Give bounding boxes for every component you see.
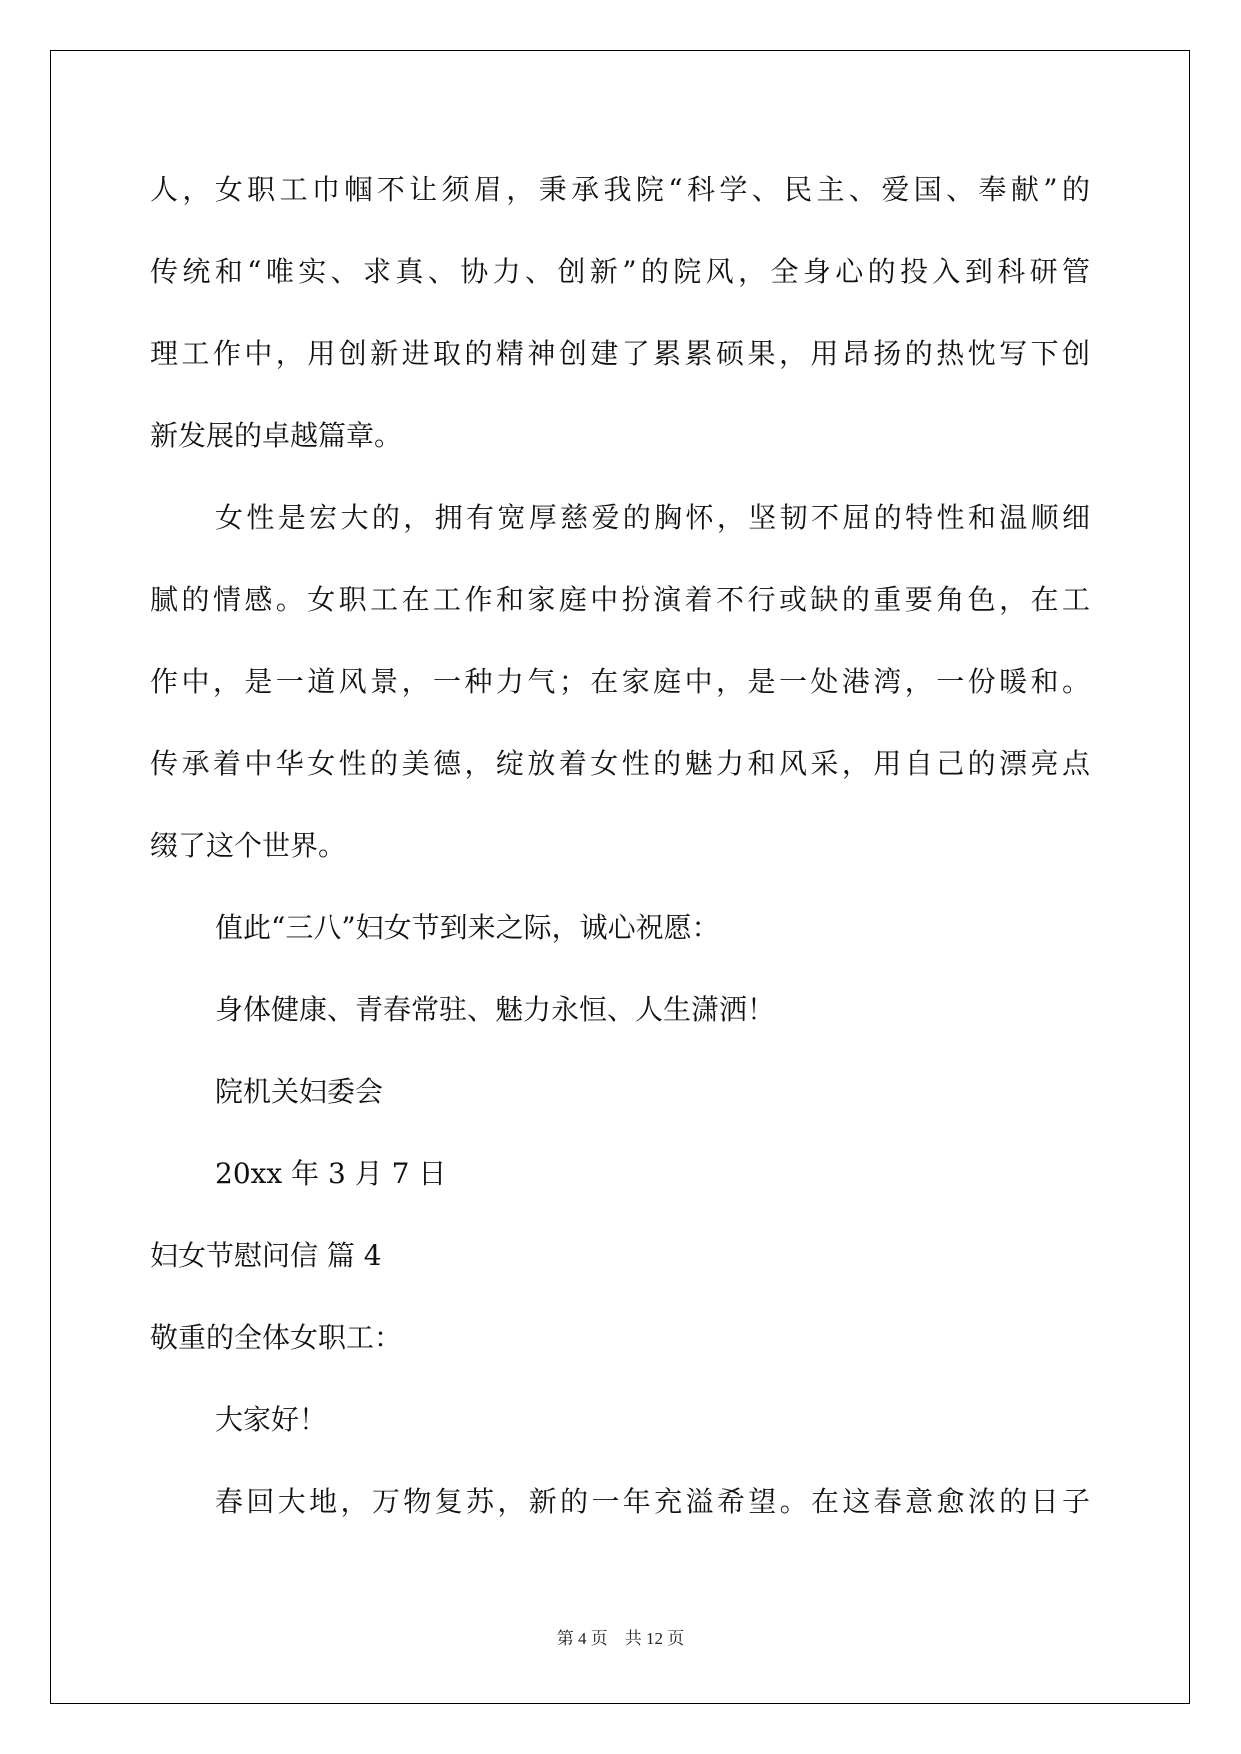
body-line: 人，女职工巾帼不让须眉，秉承我院“科学、民主、爱国、奉献”的 bbox=[150, 173, 1090, 206]
signature: 院机关妇委会 bbox=[215, 1075, 384, 1108]
body-line: 值此“三八”妇女节到来之际，诚心祝愿： bbox=[215, 911, 720, 944]
page-footer bbox=[0, 1624, 1241, 1649]
page-total: 共 12 页 bbox=[624, 1629, 685, 1648]
body-line: 女性是宏大的，拥有宽厚慈爱的胸怀，坚韧不屈的特性和温顺细 bbox=[215, 501, 1090, 534]
page-border bbox=[50, 50, 1190, 1704]
page-number: 第 4 页 bbox=[556, 1629, 608, 1648]
body-line: 传统和“唯实、求真、协力、创新”的院风，全身心的投入到科研管 bbox=[150, 255, 1090, 288]
body-line: 理工作中，用创新进取的精神创建了累累硕果，用昂扬的热忱写下创 bbox=[150, 337, 1090, 370]
body-line: 新发展的卓越篇章。 bbox=[150, 419, 403, 452]
body-line: 春回大地，万物复苏，新的一年充溢希望。在这春意愈浓的日子 bbox=[215, 1485, 1090, 1518]
greeting: 大家好！ bbox=[215, 1403, 328, 1436]
salutation: 敬重的全体女职工： bbox=[150, 1321, 403, 1354]
body-line: 身体健康、青春常驻、魅力永恒、人生潇洒！ bbox=[215, 993, 776, 1026]
date: 20xx 年 3 月 7 日 bbox=[215, 1157, 447, 1190]
body-line: 腻的情感。女职工在工作和家庭中扮演着不行或缺的重要角色，在工 bbox=[150, 583, 1090, 616]
body-line: 传承着中华女性的美德，绽放着女性的魅力和风采，用自己的漂亮点 bbox=[150, 747, 1090, 780]
body-line: 作中，是一道风景，一种力气；在家庭中，是一处港湾，一份暖和。 bbox=[150, 665, 1090, 698]
section-heading: 妇女节慰问信 篇 4 bbox=[150, 1239, 382, 1272]
body-line: 缀了这个世界。 bbox=[150, 829, 347, 862]
